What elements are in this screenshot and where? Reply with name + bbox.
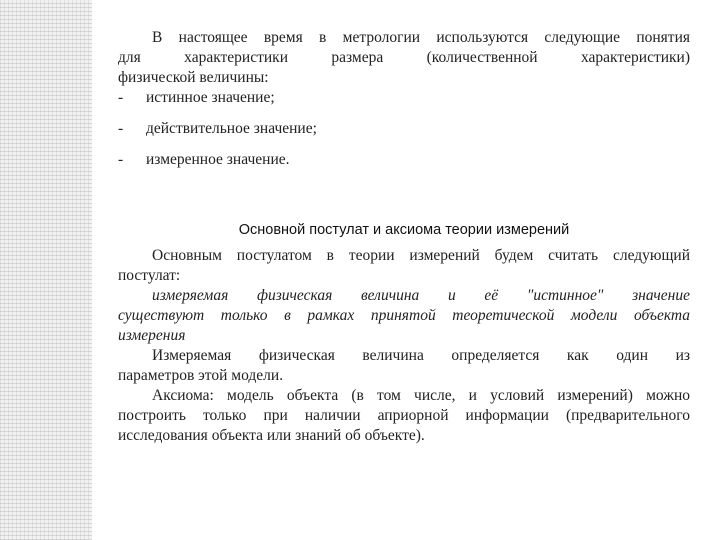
axiom-paragraph — [118, 386, 690, 446]
axiom-line-1: Аксиома: модель объекта (в том числе, и условий измерений) можно — [152, 387, 690, 404]
postulate-line-1: Основным постулатом в теории измерений будем считать следующий — [152, 247, 690, 264]
document-page — [118, 28, 690, 446]
axiom-line-2: построить только при наличии априорной информации (предварительного — [118, 407, 690, 424]
postulate-line-2: постулат: — [118, 267, 181, 284]
list-item — [118, 88, 690, 108]
decorative-side-stripe — [0, 0, 92, 540]
concept-list — [118, 88, 690, 170]
list-item-text: истинное значение; — [146, 89, 275, 106]
list-marker: - — [118, 89, 124, 106]
intro-paragraph — [118, 28, 690, 88]
model-line-2: параметров этой модели. — [118, 367, 284, 384]
intro-line-3: физической величины: — [118, 69, 269, 86]
postulate-statement — [118, 286, 690, 346]
list-item — [118, 150, 690, 170]
list-marker: - — [118, 151, 124, 168]
model-paragraph — [118, 346, 690, 386]
statement-line-2: существуют только в рамках принятой теоретической модели объекта — [118, 307, 690, 324]
intro-line-1: В настоящее время в метрологии используются следующие понятия — [152, 29, 690, 46]
model-line-1: Измеряемая физическая величина определяется как один из — [152, 347, 690, 364]
statement-line-1: измеряемая физическая величина и её "истинное" значение — [152, 287, 690, 304]
list-item-text: действительное значение; — [146, 120, 317, 137]
list-marker: - — [118, 120, 124, 137]
postulate-paragraph — [118, 246, 690, 286]
intro-line-2: для характеристики размера (количественной характеристики) — [118, 49, 690, 66]
section-heading: Основной постулат и аксиома теории измерений — [238, 222, 570, 238]
list-item-text: измеренное значение. — [146, 151, 290, 168]
statement-line-3: измерения — [118, 327, 186, 344]
list-item — [118, 119, 690, 139]
axiom-line-3: исследования объекта или знаний об объекте). — [118, 427, 425, 444]
